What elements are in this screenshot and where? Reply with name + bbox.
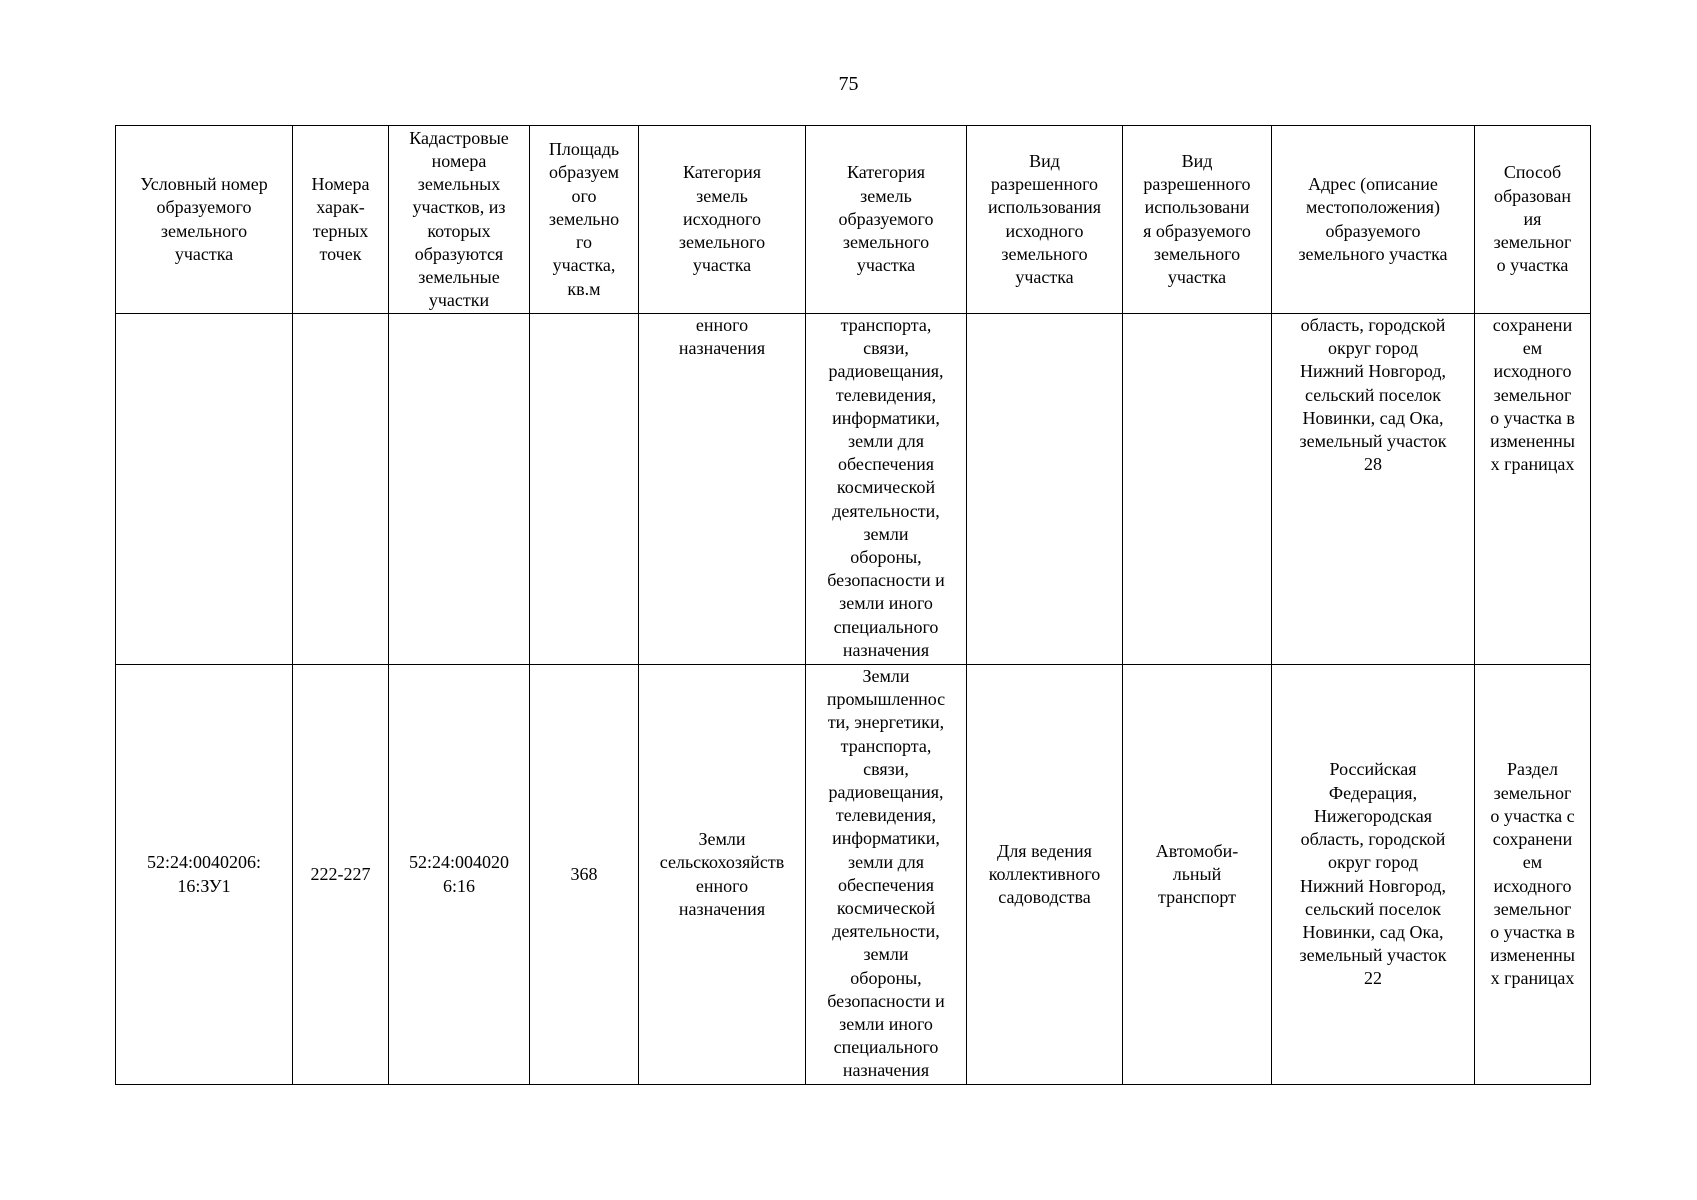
cell-conditional-number: 52:24:0040206: 16:ЗУ1 [116,665,293,1085]
cell-source-land-category: Земли сельскохозяйств енного назначения [639,665,806,1085]
cell-formation-method: сохранени ем исходного земельног о участка в измененны х границах [1475,314,1591,665]
cell-point-numbers: 222-227 [293,665,389,1085]
header-source-land-category: Категория земель исходного земельного участка [639,126,806,314]
cell-source-permitted-use: Для ведения коллективного садоводства [967,665,1123,1085]
header-new-land-category: Категория земель образуемого земельного участка [806,126,967,314]
cell-address: Российская Федерация, Нижегородская область, городской округ город Нижний Новгород, сельский поселок Новинки, сад Ока, земельный участок 22 [1272,665,1475,1085]
header-area: Площадь образуем ого земельно го участка, кв.м [530,126,639,314]
header-formation-method: Способ образован ия земельног о участка [1475,126,1591,314]
table-row [116,314,1591,665]
cell-source-cadastral-numbers [389,314,530,665]
cell-formation-method: Раздел земельног о участка с сохранени ем исходного земельног о участка в измененны х границах [1475,665,1591,1085]
cell-source-land-category: енного назначения [639,314,806,665]
table-header-row [116,126,1591,314]
cell-area: 368 [530,665,639,1085]
cell-address: область, городской округ город Нижний Новгород, сельский поселок Новинки, сад Ока, земельный участок 28 [1272,314,1475,665]
cell-new-permitted-use: Автомоби- льный транспорт [1123,665,1272,1085]
header-conditional-number: Условный номер образуемого земельного участка [116,126,293,314]
cell-conditional-number [116,314,293,665]
cell-area [530,314,639,665]
table-row [116,665,1591,1085]
cell-source-cadastral-numbers: 52:24:004020 6:16 [389,665,530,1085]
header-point-numbers: Номера харак- терных точек [293,126,389,314]
land-plots-table [115,125,1591,1085]
header-new-permitted-use: Вид разрешенного использовани я образуемого земельного участка [1123,126,1272,314]
cell-new-land-category: Земли промышленнос ти, энергетики, транспорта, связи, радиовещания, телевидения, информатики, земли для обеспечения космической деятельности, земли обороны, безопасности и земли иного специального назначения [806,665,967,1085]
header-source-cadastral-numbers: Кадастровые номера земельных участков, из которых образуются земельные участки [389,126,530,314]
header-source-permitted-use: Вид разрешенного использования исходного земельного участка [967,126,1123,314]
cell-new-permitted-use [1123,314,1272,665]
page-number: 75 [838,73,859,95]
cell-point-numbers [293,314,389,665]
cell-source-permitted-use [967,314,1123,665]
header-address: Адрес (описание местоположения) образуемого земельного участка [1272,126,1475,314]
cell-new-land-category: транспорта, связи, радиовещания, телевидения, информатики, земли для обеспечения космической деятельности, земли обороны, безопасности и земли иного специального назначения [806,314,967,665]
